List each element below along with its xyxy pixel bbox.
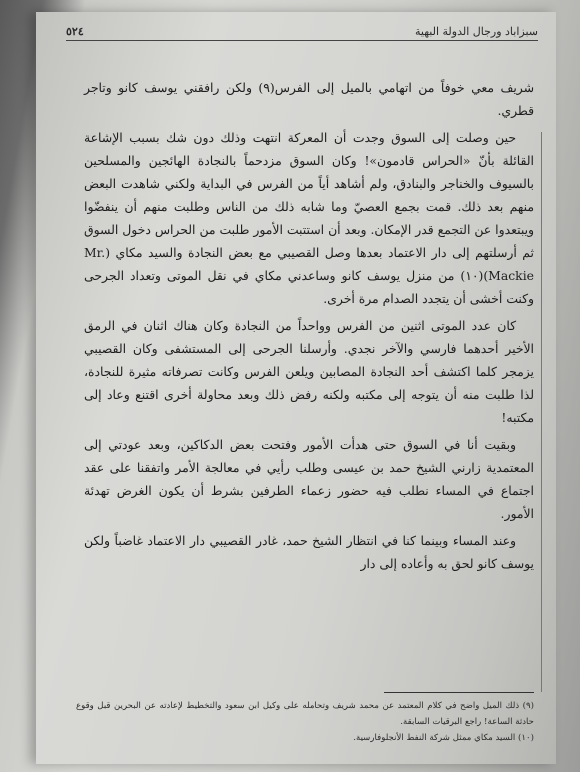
footnote: (١٠) السيد مكاي ممثل شركة النفط الأنجلوفارسية. — [353, 733, 534, 743]
paragraph: شريف معي خوفاً من اتهامي بالميل إلى الفرس(٩) ولكن رافقني يوسف كانو وتاجر قطري. — [84, 80, 534, 118]
page-number: ٥٢٤ — [66, 25, 84, 38]
header-title: سبزاباد ورجال الدولة البهية — [415, 25, 538, 38]
paragraph: وعند المساء وبينما كنا في انتظار الشيخ حمد، غادر القصيبي دار الاعتماد غاضباً ولكن يوسف كانو لحق به وأعاده إلى دار — [84, 533, 534, 571]
footnote: (٩) ذلك الميل واضح في كلام المعتمد عن محمد شريف وتحامله على وكيل ابن سعود والتخطيط لإعادته عن البحرين قبل وقوع حادثة الساعة! راجع البرقيات السابقة. — [76, 701, 534, 727]
main-text — [84, 76, 534, 579]
paragraph: وبقيت أنا في السوق حتى هدأت الأمور وفتحت بعض الدكاكين، وبعد عودتي إلى المعتمدية زارني الشيخ حمد بن عيسى وطلب رأيي في معالجة الأمر واتفقنا على عقد اجتماع في المساء نطلب فيه حضور زعماء الطرفين بشرط أن يكون الغرض تهدئة الأمور. — [84, 437, 534, 521]
margin-rule — [541, 132, 542, 692]
footnote-divider — [384, 692, 534, 693]
book-page — [36, 12, 556, 764]
running-header — [66, 18, 538, 41]
paragraph: حين وصلت إلى السوق وجدت أن المعركة انتهت وذلك دون شك بسبب الإشاعة القائلة بأنّ «الحراس قادمون»! وكان السوق مزدحماً بالنجادة الهائجين والمسلحين بالسيوف والخناجر والبنادق، ولم أشاهد أياً من الفرس في البداية ولكني شاهدت البعض منهم بعد ذلك. قمت بجمع العصيّ وما شابه ذلك من الناس وطلبت منهم أن ينفضّوا ويبتعدوا عن التجمع قدر الإمكان. وبعد أن استتبت الأمور طلبت من الحراس دخول السوق ثم أرسلتهم إلى دار الاعتماد بعدها وصل القصيبي مع بعض النجادة والسيد مكاي (Mr. Mackie)(١٠) من منزل يوسف كانو وساعدني مكاي في نقل الموتى وتعداد الجرحى وكنت أخشى أن يتجدد الصدام مرة أخرى. — [84, 130, 534, 306]
footnotes — [76, 698, 534, 746]
paragraph: كان عدد الموتى اثنين من الفرس وواحداً من النجادة وكان هناك اثنان في الرمق الأخير أحدهما فارسي والآخر نجدي. وأرسلنا الجرحى إلى المستشفى وكان القصيبي يزمجر كلما اكتشف أحد النجادة المصابين ويلعن الفرس وكانت تصرفاته مثيرة للنجادة، لذا طلبت منه أن يتوجه إلى مكتبه ولكنه رفض ذلك وبعد محاولة أخرى اقتنع وعاد إلى مكتبه! — [84, 318, 534, 425]
